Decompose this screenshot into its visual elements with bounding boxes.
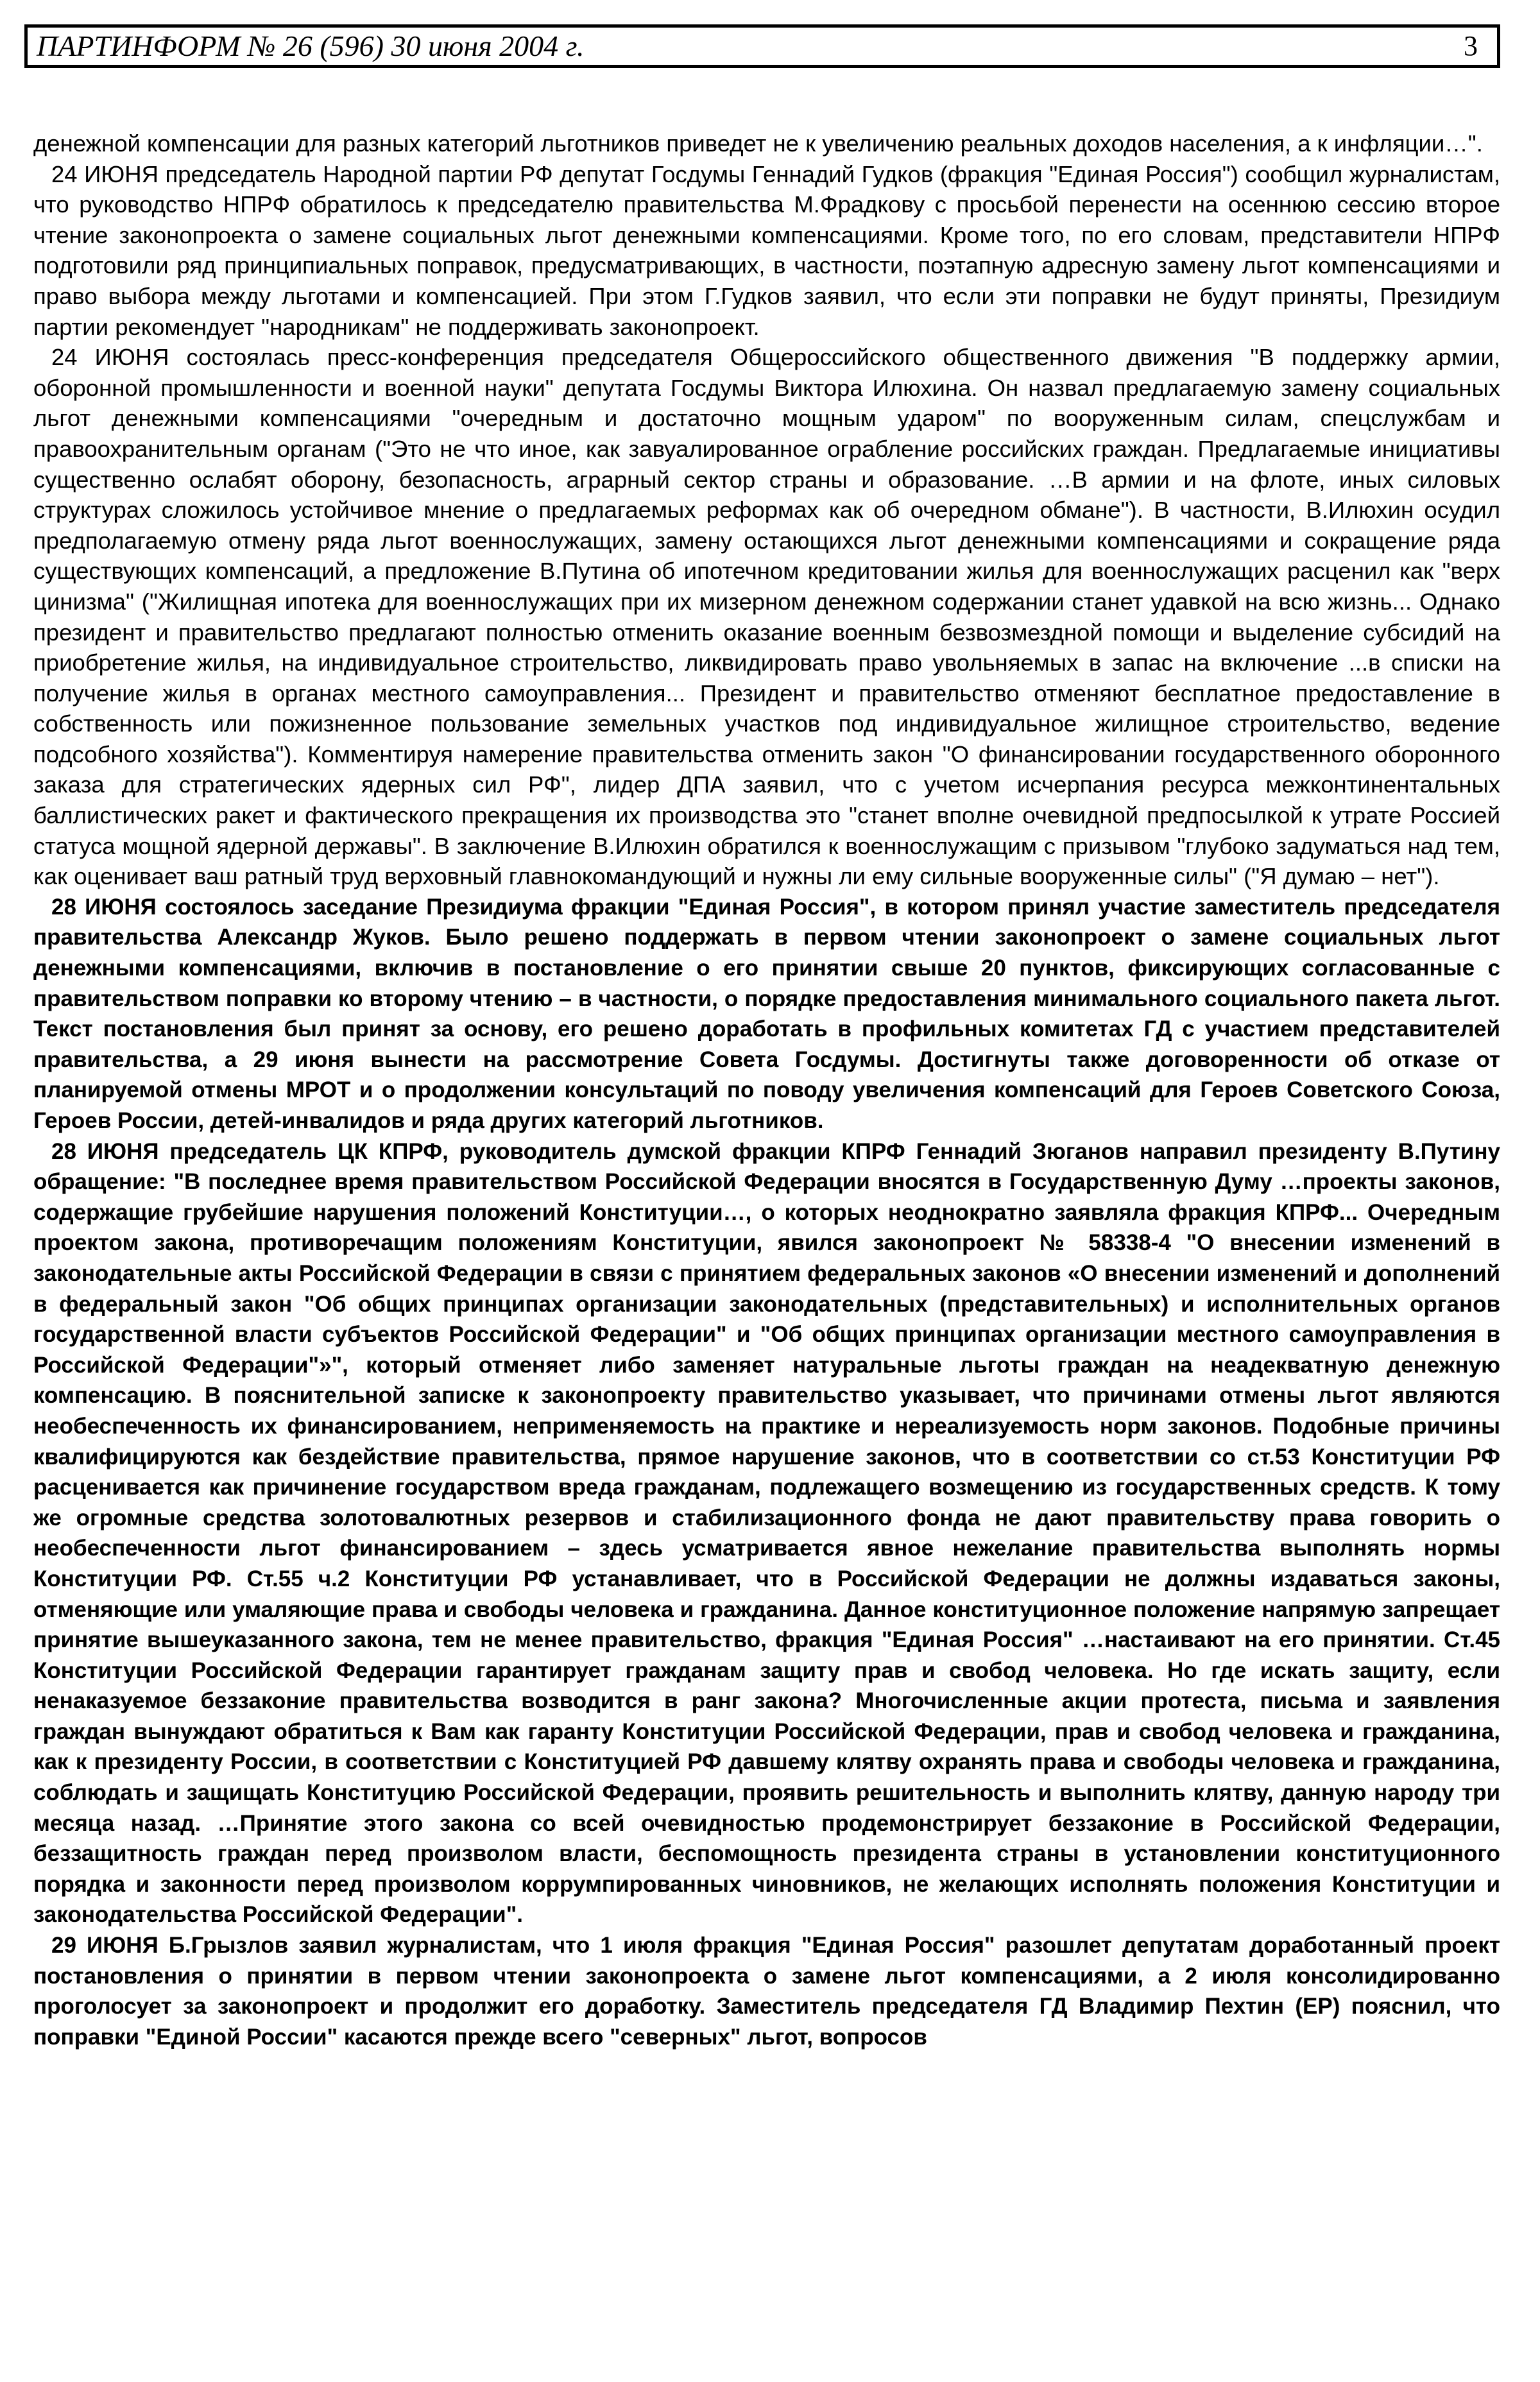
paragraph-june-28-presidium: 28 ИЮНЯ состоялось заседание Президиума фракции "Единая Россия", в котором принял участие заместитель председателя правительства Александр Жуков. Было решено поддержать в первом чтении законопроект о замене социальных льгот денежными компенсациями, включив в постановление о его принятии свыше 20 пунктов, фиксирующих согласованные с правительством поправки ко второму чтению – в частности, о порядке предоставления минимального социального пакета льгот. Текст постановления был принят за основу, его решено доработать в профильных комитетах ГД с участием представителей правительства, а 29 июня вынести на рассмотрение Совета Госдумы. Достигнуты также договоренности об отказе от планируемой отмены МРОТ и о продолжении консультаций по поводу увеличения компенсаций для Героев Советского Союза, Героев России, детей-инвалидов и ряда других категорий льготников. <box>33 894 1500 1133</box>
paragraph-june-24-ilyukhin: 24 ИЮНЯ состоялась пресс-конференция председателя Общероссийского общественного движения "В поддержку армии, оборонной промышленности и военной науки" депутата Госдумы Виктора Илюхина. Он назвал предлагаемую замену социальных льгот денежными компенсациями "очередным и достаточно мощным ударом" по вооруженным силам, спецслужбам и правоохранительным органам ("Это не что иное, как завуалированное ограбление российских граждан. Предлагаемые инициативы существенно ослабят оборону, безопасность, аграрный сектор страны и образование. …В армии и на флоте, иных силовых структурах сложилось устойчивое мнение о предлагаемых реформах как об очередном обмане"). В частности, В.Илюхин осудил предполагаемую отмену ряда льгот военнослужащих, замену остающихся льгот денежными компенсациями и сокращение ряда существующих компенсаций, а предложение В.Путина об ипотечном кредитовании жилья для военнослужащих расценил как "верх цинизма" ("Жилищная ипотека для военнослужащих при их мизерном денежном содержании станет удавкой на всю жизнь... Однако президент и правительство предлагают полностью отменить оказание военным безвозмездной помощи и выделение субсидий на приобретение жилья, на индивидуальное строительство, ликвидировать право увольняемых в запас на включение ...в списки на получение жилья в органах местного самоуправления... Президент и правительство отменяют бесплатное предоставление в собственность или пожизненное пользование земельных участков под индивидуальное жилищное строительство, ведение подсобного хозяйства"). Комментируя намерение правительства отменить закон "О финансировании государственного оборонного заказа для стратегических ядерных сил РФ", лидер ДПА заявил, что с учетом исчерпания ресурса межконтинентальных баллистических ракет и фактического прекращения их производства это "станет вполне очевидной предпосылкой к утрате Россией статуса мощной ядерной державы". В заключение В.Илюхин обратился к военнослужащим с призывом "глубоко задуматься над тем, как оценивает ваш ратный труд верховный главнокомандующий и нужны ли ему сильные вооруженные силы" ("Я думаю – нет"). <box>33 344 1500 890</box>
page-header <box>24 24 1500 68</box>
article-body <box>33 128 1500 2052</box>
paragraph-continuation: денежной компенсации для разных категорий льготников приведет не к увеличению реальных доходов населения, а к инфляции…". <box>33 130 1483 157</box>
page-title: ПАРТИНФОРМ № 26 (596) 30 июня 2004 г. <box>37 30 585 62</box>
page-number: 3 <box>1464 30 1478 62</box>
paragraph-june-28-zyuganov: 28 ИЮНЯ председатель ЦК КПРФ, руководитель думской фракции КПРФ Геннадий Зюганов направил президенту В.Путину обращение: "В последнее время правительством Российской Федерации вносятся в Государственную Думу …проекты законов, содержащие грубейшие нарушения положений Конституции…, о которых неоднократно заявляла фракция КПРФ... Очередным проектом закона, противоречащим положениям Конституции, явился законопроект № 58338-4 "О внесении изменений в законодательные акты Российской Федерации в связи с принятием федеральных законов «О внесении изменений и дополнений в федеральный закон "Об общих принципах организации законодательных (представительных) и исполнительных органов государственной власти субъектов Российской Федерации" и "Об общих принципах организации местного самоуправления в Российской Федерации"»", который отменяет либо заменяет натуральные льготы граждан на неадекватную денежную компенсацию. В пояснительной записке к законопроекту правительство указывает, что причинами отмены льгот являются необеспеченность их финансированием, неприменяемость на практике и нереализуемость норм законов. Подобные причины квалифицируются как бездействие правительства, прямое нарушение законов, что в соответствии со ст.53 Конституции РФ расценивается как причинение государством вреда гражданам, подлежащего возмещению из государственных средств. К тому же огромные средства золотовалютных резервов и стабилизационного фонда не дают правительству права говорить о необеспеченности льгот финансированием – здесь усматривается явное нежелание правительства выполнять нормы Конституции РФ. Ст.55 ч.2 Конституции РФ устанавливает, что в Российской Федерации не должны издаваться законы, отменяющие или умаляющие права и свободы человека и гражданина. Данное конституционное положение напрямую запрещает принятие вышеуказанного закона, тем не менее правительство, фракция "Единая Россия" …настаивают на его принятии. Ст.45 Конституции Российской Федерации гарантирует гражданам защиту прав и свобод человека. Но где искать защиту, если ненаказуемое беззаконие правительства возводится в ранг закона? Многочисленные акции протеста, письма и заявления граждан вынуждают обратиться к Вам как гаранту Конституции Российской Федерации, прав и свобод человека и гражданина, как к президенту России, в соответствии с Конституцией РФ давшему клятву охранять права и свободы человека и гражданина, соблюдать и защищать Конституцию Российской Федерации, проявить решительность и выполнить клятву, данную народу три месяца назад. …Принятие этого закона со всей очевидностью продемонстрирует беззаконие в Российской Федерации, беззащитность граждан перед произволом власти, беспомощность президента страны в установлении конституционного порядка и законности перед произволом коррумпированных чиновников, не желающих исполнять положения Конституции и законодательства Российской Федерации". <box>33 1138 1500 1928</box>
paragraph-june-29-gryzlov: 29 ИЮНЯ Б.Грызлов заявил журналистам, что 1 июля фракция "Единая Россия" разошлет депутатам доработанный проект постановления о принятии в первом чтении законопроекта о замене льгот компенсациями, а 2 июля консолидированно проголосует за законопроект и продолжит его доработку. Заместитель председателя ГД Владимир Пехтин (ЕР) пояснил, что поправки "Единой России" касаются прежде всего "северных" льгот, вопросов <box>33 1933 1500 2050</box>
paragraph-june-24-gudkov: 24 ИЮНЯ председатель Народной партии РФ депутат Госдумы Геннадий Гудков (фракция "Единая Россия") сообщил журналистам, что руководство НПРФ обратилось к председателю правительства М.Фрадкову с просьбой перенести на осеннюю сессию второе чтение законопроекта о замене социальных льгот денежными компенсациями. Кроме того, по его словам, представители НПРФ подготовили ряд принципиальных поправок, предусматривающих, в частности, поэтапную адресную замену льгот компенсациями и право выбора между льготами и компенсацией. При этом Г.Гудков заявил, что если эти поправки не будут приняты, Президиум партии рекомендует "народникам" не поддерживать законопроект. <box>33 160 1500 340</box>
